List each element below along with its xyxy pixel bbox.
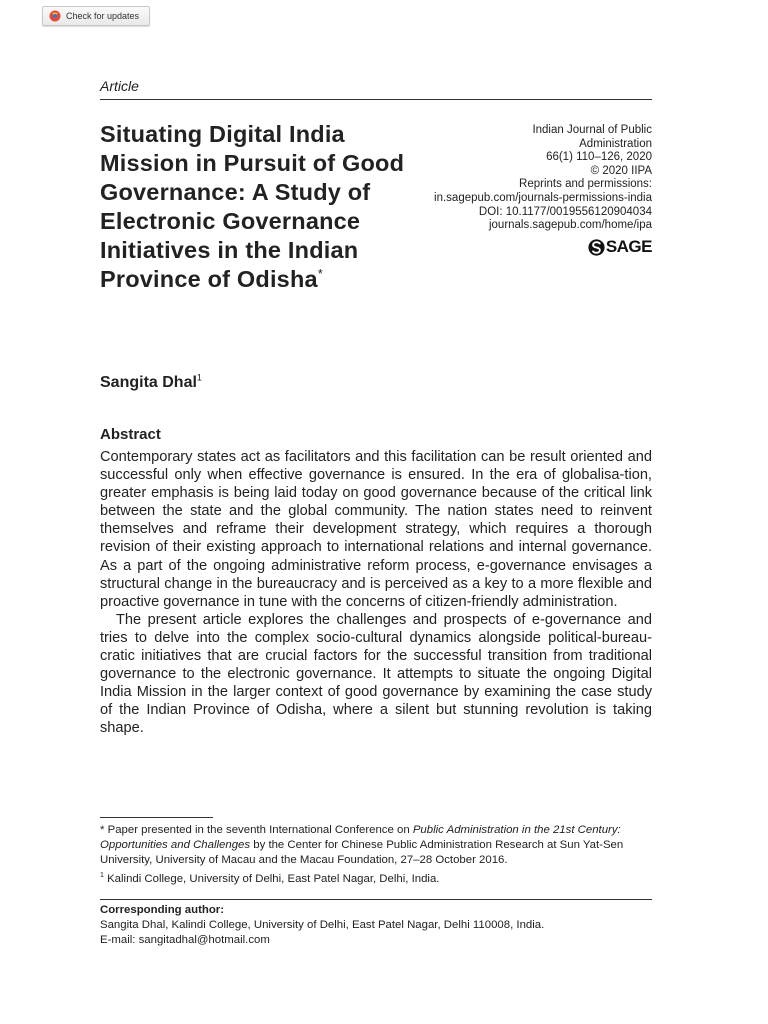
footnote-1-marker: * xyxy=(100,824,105,836)
header-divider xyxy=(100,99,652,100)
check-for-updates-label: Check for updates xyxy=(66,11,140,21)
author-affiliation-marker: 1 xyxy=(196,372,202,383)
footnote-2 xyxy=(100,872,652,887)
journal-volume: 66(1) 110–126, 2020 xyxy=(546,151,652,164)
corresponding-author-address: Sangita Dhal, Kalindi College, University of Delhi, East Patel Nagar, Delhi 110008, India. xyxy=(100,919,545,931)
corresponding-divider xyxy=(100,899,652,900)
reprints-link[interactable]: in.sagepub.com/journals-permissions-india xyxy=(434,191,652,204)
author-name-text: Sangita Dhal xyxy=(100,374,197,391)
footnote-1 xyxy=(100,823,652,868)
doi[interactable]: DOI: 10.1177/0019556120904034 xyxy=(478,205,652,218)
footnote-2-marker: 1 xyxy=(100,872,104,880)
corresponding-author-email[interactable]: E-mail: sangitadhal@hotmail.com xyxy=(100,934,270,946)
author-name xyxy=(100,374,202,392)
check-for-updates-button[interactable] xyxy=(42,6,150,26)
sage-emblem-icon xyxy=(588,239,605,256)
footnote-divider xyxy=(100,817,213,818)
abstract-paragraph-1: Contemporary states act as facilitators and this facilitation can be result oriented and successful only when effective governance is ensured. In the era of globalisa-tion, greater emphasis is being laid today on good governance because of the critical link between the state and the global community. The nation states need to reinvent themselves and reframe their development strategy, which requires a thorough revision of their existing approach to international relations and internal governance. As a part of the ongoing administrative reform process, e-governance envisages a structural change in the bureaucracy and is perceived as a key to a more flexible and proactive governance in tune with the concerns of citizen-friendly administration. xyxy=(100,449,652,610)
footnote-2-text: Kalindi College, University of Delhi, East Patel Nagar, Delhi, India. xyxy=(103,873,440,885)
footnotes xyxy=(100,823,652,891)
journal-copyright: © 2020 IIPA xyxy=(590,164,652,177)
article-title-text: Situating Digital India Mission in Pursuit of Good Governance: A Study of Electronic Governance Initiatives in the Indian Province of Odisha xyxy=(100,121,405,292)
abstract-body xyxy=(100,448,652,738)
corresponding-author-heading: Corresponding author: xyxy=(100,904,225,916)
article-type-label: Article xyxy=(100,78,139,94)
sage-wordmark: SAGE xyxy=(605,237,652,256)
abstract-heading: Abstract xyxy=(100,426,161,443)
crossmark-icon xyxy=(49,10,61,22)
conference-title: Public Administration in the 21st Century: Opportunities and Challenges xyxy=(100,824,621,851)
journal-name-line-1: Indian Journal of Public xyxy=(532,124,652,136)
reprints-label: Reprints and permissions: xyxy=(519,178,652,191)
journal-name-line-2: Administration xyxy=(579,137,652,150)
sage-logo xyxy=(588,237,652,257)
journal-info xyxy=(352,124,652,233)
journal-homepage-link[interactable]: journals.sagepub.com/home/ipa xyxy=(488,219,652,232)
footnote-1-suffix: by the Center for Chinese Public Administration Research at Sun Yat-Sen University, University of Macau and the Macau Foundation, 27–28 October 2016. xyxy=(100,839,624,866)
footnote-1-prefix: Paper presented in the seventh International Conference on xyxy=(104,824,413,836)
title-footnote-marker: * xyxy=(317,266,324,282)
corresponding-author-block xyxy=(100,903,652,948)
abstract-paragraph-2: The present article explores the challenges and prospects of e-governance and tries to delve into the complex socio-cultural dynamics alongside political-bureau-cratic initiatives that are crucial factors for the successful transition from traditional governance to the electronic governance. It attempts to situate the ongoing Digital India Mission in the larger context of good governance by examining the case study of the Indian Province of Odisha, where a silent but stunning revolution is taking shape. xyxy=(100,611,652,737)
